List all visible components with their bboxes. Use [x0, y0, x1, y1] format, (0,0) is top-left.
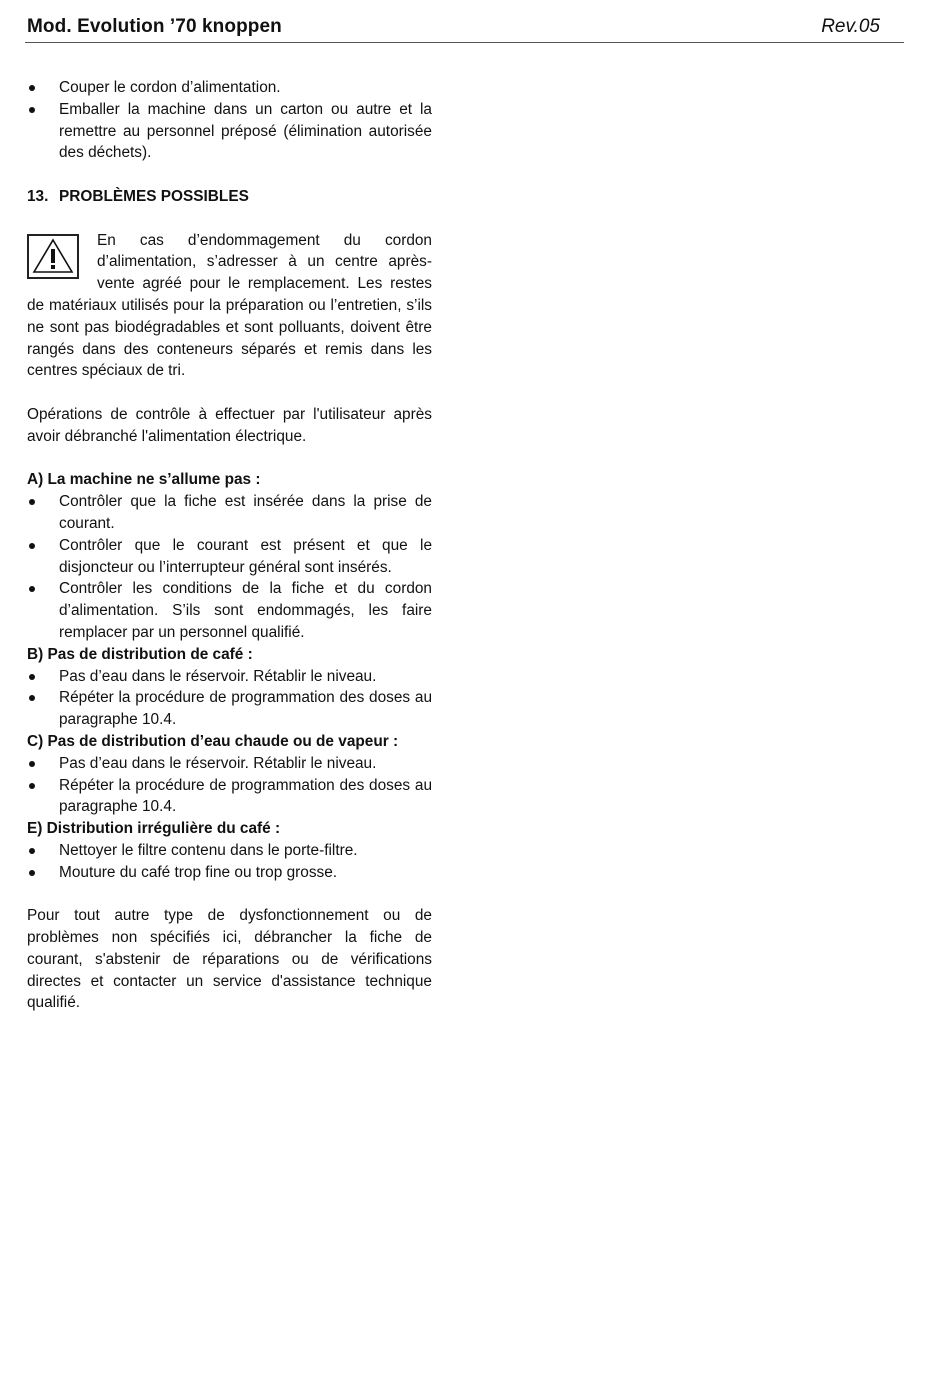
list-item: Répéter la procédure de programmation des doses au paragraphe 10.4.: [27, 687, 432, 731]
revision-label: Rev.05: [821, 16, 880, 37]
list-item: Mouture du café trop fine ou trop grosse.: [27, 862, 432, 884]
list-item: Pas d’eau dans le réservoir. Rétablir le niveau.: [27, 666, 432, 688]
page-header: [25, 14, 904, 43]
list-item: Contrôler que le courant est présent et que le disjoncteur ou l’interrupteur général sont insérés.: [27, 535, 432, 579]
list-item: Contrôler les conditions de la fiche et du cordon d’alimentation. S’ils sont endommagés, les faire remplacer par un personnel qualifié.: [27, 578, 432, 643]
list-item: Contrôler que la fiche est insérée dans la prise de courant.: [27, 491, 432, 535]
section-title: PROBLÈMES POSSIBLES: [59, 187, 249, 205]
controls-intro: Opérations de contrôle à effectuer par l'utilisateur après avoir débranché l'alimentation électrique.: [27, 405, 432, 445]
list-item: Couper le cordon d’alimentation.: [27, 77, 432, 99]
section-number: 13.: [27, 187, 49, 205]
problem-e-list: [27, 840, 432, 884]
warning-text: En cas d’endommagement du cordon d’alimentation, s’adresser à un centre après-vente agréé pour le remplacement. Les restes de matériaux utilisés pour la préparation ou l’entretien, s’ils ne sont pas biodégradables et sont polluants, doivent être rangés dans des conteneurs séparés et remis dans les centres spéciaux de tri.: [27, 231, 432, 380]
problem-heading-c: C) Pas de distribution d’eau chaude ou de vapeur :: [27, 732, 399, 750]
problem-heading-e: E) Distribution irrégulière du café :: [27, 820, 281, 838]
list-item: Pas d’eau dans le réservoir. Rétablir le niveau.: [27, 753, 432, 775]
problem-a-list: [27, 491, 432, 644]
problem-b-list: [27, 666, 432, 731]
document-title: Mod. Evolution ’70 knoppen: [27, 16, 282, 37]
list-item: Nettoyer le filtre contenu dans le porte-filtre.: [27, 840, 432, 862]
closing-paragraph: Pour tout autre type de dysfonctionnement ou de problèmes non spécifiés ici, débrancher la fiche de courant, s'abstenir de réparations ou de vérifications directes et contacter un service d'assistance technique qualifié.: [27, 907, 432, 1012]
main-column: [27, 77, 432, 1014]
problem-heading-a: A) La machine ne s’allume pas :: [27, 471, 261, 489]
list-item: Emballer la machine dans un carton ou autre et la remettre au personnel préposé (élimination autorisée des déchets).: [27, 99, 432, 164]
warning-block: [27, 230, 432, 383]
section-heading: [27, 186, 432, 208]
warning-triangle-icon: [27, 234, 79, 279]
list-item: Répéter la procédure de programmation des doses au paragraphe 10.4.: [27, 775, 432, 819]
intro-bullet-list: [27, 77, 432, 164]
problem-c-list: [27, 753, 432, 818]
problem-heading-b: B) Pas de distribution de café :: [27, 645, 253, 663]
